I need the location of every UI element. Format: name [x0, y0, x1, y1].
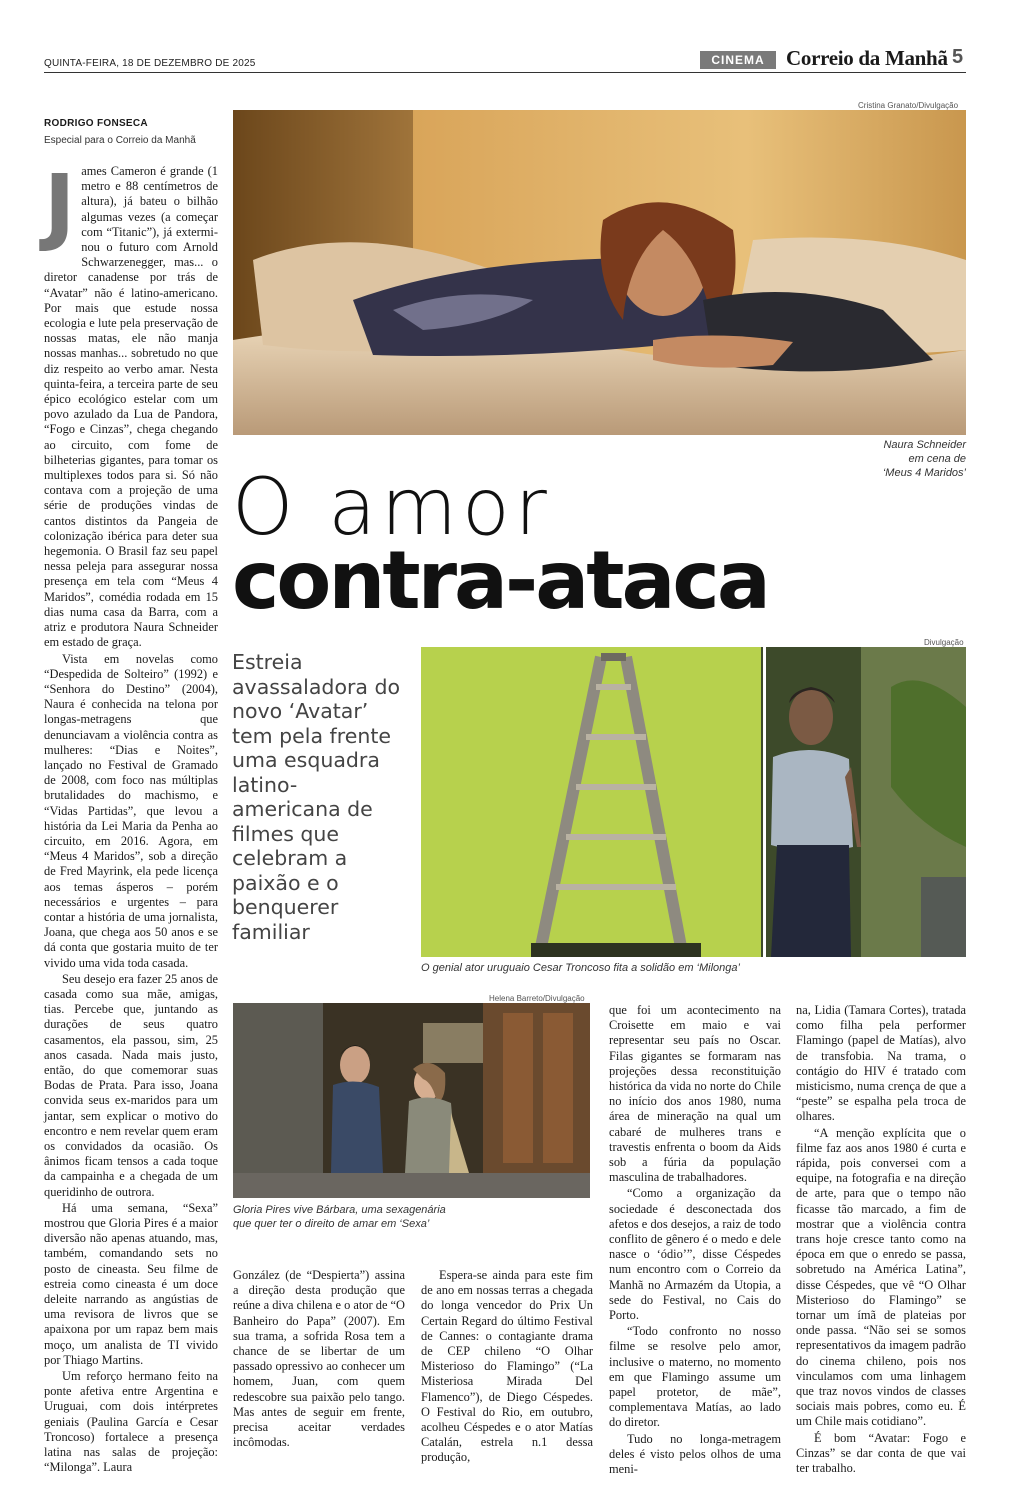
article-paragraph: na, Lidia (Tamara Cortes), tratada como filha pela performer Flamingo (papel de Matías), alvo de transfobia. Na trama, o contágio do HIV é tratado com misticismo, numa crença de que a “peste” se espalha pela troca de olhares.	[796, 1003, 966, 1124]
section-label: CINEMA	[700, 51, 776, 69]
bottom-caption-line: Gloria Pires vive Bárbara, uma sexagenária	[233, 1204, 446, 1216]
bottom-caption-line: que quer ter o direito de amar em ‘Sexa’	[233, 1218, 430, 1230]
article-paragraph: Espera-se ainda para este fim de ano em nossas terras a chegada do longa vencedor do Prix Un Certain Regard do último Festival de Cannes: o contagiante drama de CEP chileno “O Olhar Misterioso do Flamingo” (“La Misteriosa Mirada Del Flamenco”), de Diego Céspedes. O Festival do Rio, em outubro, acolheu Céspedes e o ator Matías Catalán, estrela n.1 dessa produção,	[421, 1268, 593, 1465]
article-paragraph: “Como a organização da sociedade é desconectada dos afetos e dos desejos, a raiz de todo conflito de gênero é o medo e dele nasce o ‘ódio’”, disse Céspedes num encontro com o Correio da Manhã no Armazém da Utopia, a sede do Festival, no Cais do Porto.	[609, 1186, 781, 1323]
article-paragraph: Seu desejo era fazer 25 anos de casada como sua mãe, amigas, tias. Percebe que, juntando as durações de seus quatro casamentos, ela passou, sim, 25 anos casada. Nada mais justo, então, do que comemorar suas Bodas de Prata. Para isso, Joana convida seus ex-maridos para um jantar, sem explicar o motivo do encontro e nem revelar quem eram os convidados da ocasião. Os ânimos ficam tensos a cada toque da campainha e a chegada de um queridinho de outrora.	[44, 971, 218, 1199]
drop-cap: J	[44, 156, 76, 254]
article-paragraph: Há uma semana, “Sexa” mostrou que Gloria Pires é a maior diversão não apenas atuando, mas, também, comandando sets no posto de cineasta. Seu filme de estreia como cineasta é um doce deleite narrando as angústias de uma revisora de livros que se apaixona por um rapaz bem mais moço, um analista de TI vivido por Thiago Martins.	[44, 1200, 218, 1367]
top-photo-credit: Cristina Granato/Divulgação	[858, 101, 959, 110]
deck-subheadline: Estreia avassaladora do novo ‘Avatar’ tem pela frente uma esquadra latino-americana de filmes que celebram a paixão e o benquerer familiar	[232, 650, 401, 944]
article-paragraph: González (de “Despierta”) assina a direção desta produção que reúne a diva chilena e o ator de “O Banheiro do Papa” (2007). Em sua trama, a sofrida Rosa tem a chance de se libertar de um passado opressivo ao conhecer um homem, Juan, com quem redescobre sua paixão pelo tango. Mas antes de seguir em frente, precisa aceitar verdades incômodas.	[233, 1268, 406, 1450]
article-paragraph: “A menção explícita que o filme faz aos anos 1980 é curta e rápida, pois conversei com a equipe, na fotografia e na direção de arte, para que o tempo não ficasse tão marcado, a fim de mostrar que a violência contra trans hoje cresce tanto como na época em que o enredo se passa, sobretudo na América Latina”, disse Céspedes, que vê “O Olhar Misterioso do Flamingo” se tornar um ímã de plateias por onde passa. “Não sei se somos representativos da imagem padrão do cinema chileno, pois nos vinculamos com uma linhagem que traz novos vindos de classes sociais mais pobres, como eu. É um Chile mais cotidiano”.	[796, 1125, 966, 1429]
article-paragraph: É bom “Avatar: Fogo e Cinzas” se dar conta de que vai ter trabalho.	[796, 1430, 966, 1476]
byline-author: RODRIGO FONSECA	[44, 118, 148, 129]
headline-line-1: O amor	[232, 463, 552, 553]
bottom-photo-credit: Helena Barreto/Divulgação	[489, 994, 585, 1003]
middle-photo	[421, 647, 966, 957]
article-paragraph: Um reforço hermano feito na ponte afetiva entre Argentina e Uruguai, com dois intérpretes geniais (Paulina García e Cesar Troncoso) fortalece a presença latina nas salas de projeção: “Milonga”. Laura	[44, 1369, 218, 1475]
article-paragraph: Vista em novelas como “Despedida de Solteiro” (1992) e “Senhora do Destino” (2004), Naura é conhecida na telona por longas-metragens que denunciavam a violência contra as mulheres: “Dias e Noites”, lançado no Festival de Gramado de 2008, com foco nas múltiplas brutalidades do machismo, e “Vidas Partidas”, que levou a história da Lei Maria da Penha ao circuito, em 2016. Agora, em “Meus 4 Maridos”, sob a direção de Fred Mayrink, ela pede licença aos temas ásperos – porém necessários e urgentes – para contar a história de uma jornalista, Joana, que chega aos 50 anos e se dá conta que gostaria muito de ter vivido uma vida toda casada.	[44, 651, 218, 970]
top-caption-line: ‘Meus 4 Maridos’	[882, 467, 966, 479]
top-photo	[233, 110, 966, 435]
middle-photo-caption: O genial ator uruguaio Cesar Troncoso fita a solidão em ‘Milonga’	[421, 962, 740, 974]
paragraph-text: ames Cameron é grande (1 metro e 88 centímetros de altura), já bateu o bilhão algumas vezes (a começar com “Titanic”), já exterminou o futuro com Arnold Schwarzenegger, mas... o diretor canadense por trás de “Avatar” não é latino-americano. Por mais que estude nossa ecologia e lute pela preservação de nossas matas, ele não manja nossas manhas... sobretudo no que diz respeito ao verbo amar. Nesta quinta-feira, a terceira parte de seu épico ecológico estelar com um povo azulado da Lua de Pandora, “Fogo e Cinzas”, chega chegando ao circuito, com fome de bilheterias gigantes, para tomar os multiplexes todos para si. Só não contava com a projeção de uma série de produções vindas de cantos distintos da Pangeia de colonização ibérica para deter sua hegemonia. O Brasil faz seu papel nessa peleja para assegurar nossa presença em tela com “Meus 4 Maridos”, comédia rodada em 15 dias numa casa da Barra, com a atriz e produtora Naura Schneider em estado de graça.	[44, 164, 218, 650]
headline-line-2: contra-ataca	[232, 534, 768, 627]
byline-affiliation: Especial para o Correio da Manhã	[44, 135, 196, 146]
header-rule	[44, 72, 966, 73]
page-number: 5	[952, 46, 964, 68]
article-column-4	[609, 1003, 781, 1478]
issue-date: QUINTA-FEIRA, 18 DE DEZEMBRO DE 2025	[44, 58, 256, 69]
article-paragraph	[44, 156, 218, 651]
article-column-5	[796, 1003, 966, 1477]
middle-photo-credit: Divulgação	[924, 638, 964, 647]
bottom-photo-caption	[233, 1203, 590, 1231]
article-column-3	[421, 1268, 593, 1467]
article-paragraph: que foi um acontecimento na Croisette em maio e vai representar seu país no Oscar. Filas gigantes se formaram nas projeções dessa reconstituição histórica da vida no norte do Chile no início dos anos 1980, numa área de mineração na qual um cabaré de mulheres trans e travestis enfrenta o boom da Aids sob a fúria da população masculina de trabalhadores.	[609, 1003, 781, 1185]
article-column-2	[233, 1268, 405, 1451]
bottom-photo	[233, 1003, 590, 1198]
article-column-1	[44, 156, 218, 1476]
newspaper-brand: Correio da Manhã	[786, 46, 948, 70]
top-photo-caption	[820, 438, 966, 480]
article-paragraph: “Todo confronto no nosso filme se resolve pelo amor, inclusive o materno, no momento em que Flamingo assume um papel protetor, de mãe”, complementava Matías, ao lado do diretor.	[609, 1324, 781, 1430]
top-caption-line: Naura Schneider	[883, 439, 966, 451]
top-caption-line: em cena de	[908, 453, 966, 465]
article-paragraph: Tudo no longa-metragem deles é visto pelos olhos de uma meni-	[609, 1431, 781, 1477]
